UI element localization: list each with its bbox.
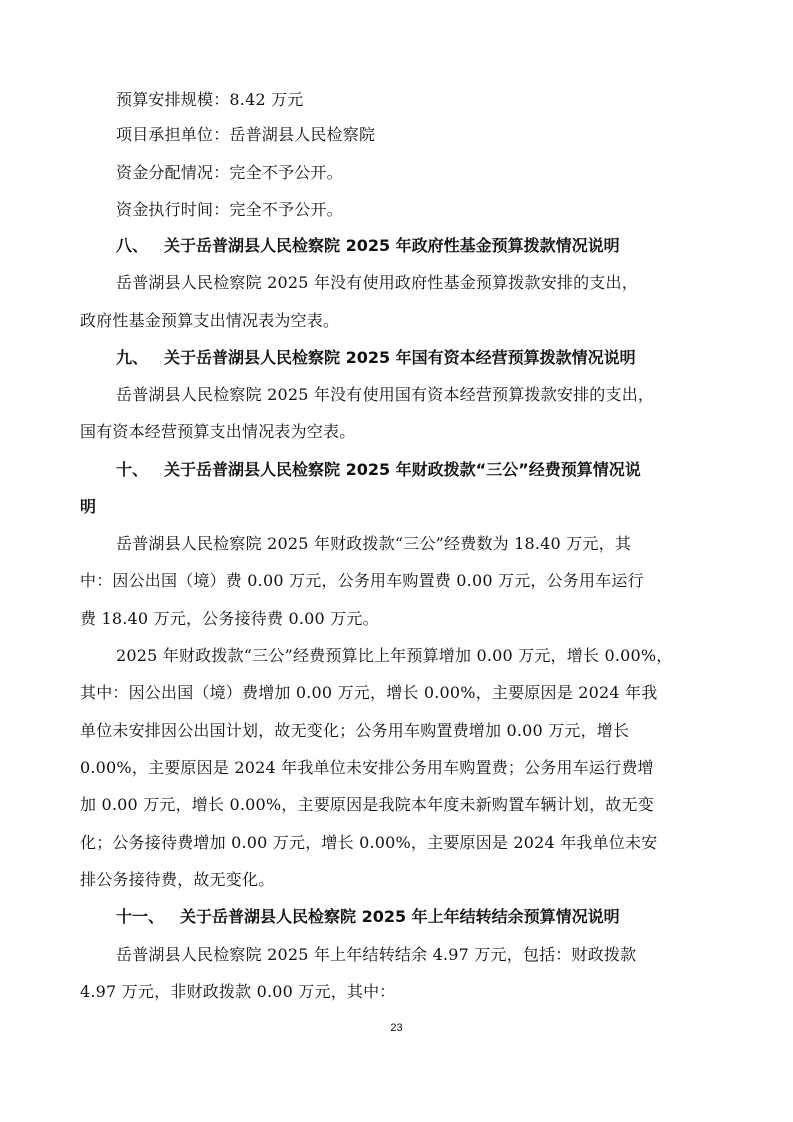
section8-number: 八、: [116, 236, 149, 255]
section10-p2-line1: 2025 年财政拨款“三公”经费预算比上年预算增加 0.00 万元，增长 0.00%，: [116, 646, 673, 665]
section10-p1-line3: 费 18.40 万元，公务接待费 0.00 万元。: [80, 609, 379, 628]
section9-heading: [116, 347, 720, 369]
section9-title: 关于岳普湖县人民检察院 2025 年国有资本经营预算拨款情况说明: [164, 348, 636, 367]
page-number: 23: [390, 1022, 403, 1034]
fund-allocation-text: 资金分配情况：完全不予公开。: [116, 163, 343, 182]
section10-p2-line3: 单位未安排因公出国计划，故无变化；公务用车购置费增加 0.00 万元，增长: [80, 721, 630, 740]
section11-number: 十一、: [116, 907, 165, 926]
section8-heading: [116, 235, 720, 257]
section10-p2-line7: 排公务接待费，故无变化。: [80, 870, 275, 889]
undertaking-unit-text: 项目承担单位：岳普湖县人民检察院: [116, 125, 376, 144]
section10-title-line1: 关于岳普湖县人民检察院 2025 年财政拨款“三公”经费预算情况说: [164, 460, 641, 479]
section10-number: 十、: [116, 460, 149, 479]
execution-time-text: 资金执行时间：完全不予公开。: [116, 200, 343, 219]
section10-heading: [116, 459, 720, 481]
section10-p2-line5: 加 0.00 万元，增长 0.00%，主要原因是我院本年度未新购置车辆计划，故无变: [80, 795, 654, 814]
section10-p2-line2: 其中：因公出国（境）费增加 0.00 万元，增长 0.00%，主要原因是 2024 年我: [80, 683, 658, 702]
budget-scale-text: 预算安排规模：8.42 万元: [116, 90, 304, 109]
section8-body-line1: 岳普湖县人民检察院 2025 年没有使用政府性基金预算拨款安排的支出，: [116, 273, 638, 292]
section10-p1-line1: 岳普湖县人民检察院 2025 年财政拨款“三公”经费数为 18.40 万元，其: [116, 534, 632, 553]
section8-body-line2: 政府性基金预算支出情况表为空表。: [80, 311, 340, 330]
section9-number: 九、: [116, 348, 149, 367]
section11-body-line2: 4.97 万元，非财政拨款 0.00 万元，其中：: [80, 982, 396, 1001]
section10-p2-line6: 化；公务接待费增加 0.00 万元，增长 0.00%，主要原因是 2024 年我单位未安: [80, 833, 658, 852]
section11-body-line1: 岳普湖县人民检察院 2025 年上年结转结余 4.97 万元，包括：财政拨款: [116, 945, 637, 964]
section8-title: 关于岳普湖县人民检察院 2025 年政府性基金预算拨款情况说明: [164, 236, 620, 255]
section9-body-line2: 国有资本经营预算支出情况表为空表。: [80, 422, 356, 441]
section9-body-line1: 岳普湖县人民检察院 2025 年没有使用国有资本经营预算拨款安排的支出，: [116, 385, 655, 404]
section11-title: 关于岳普湖县人民检察院 2025 年上年结转结余预算情况说明: [180, 907, 620, 926]
section10-p2-line4: 0.00%，主要原因是 2024 年我单位未安排公务用车购置费；公务用车运行费增: [80, 758, 654, 777]
section10-title-line2: 明: [80, 497, 97, 516]
section11-heading: [116, 906, 720, 928]
section10-p1-line2: 中：因公出国（境）费 0.00 万元，公务用车购置费 0.00 万元，公务用车运行: [80, 571, 644, 590]
